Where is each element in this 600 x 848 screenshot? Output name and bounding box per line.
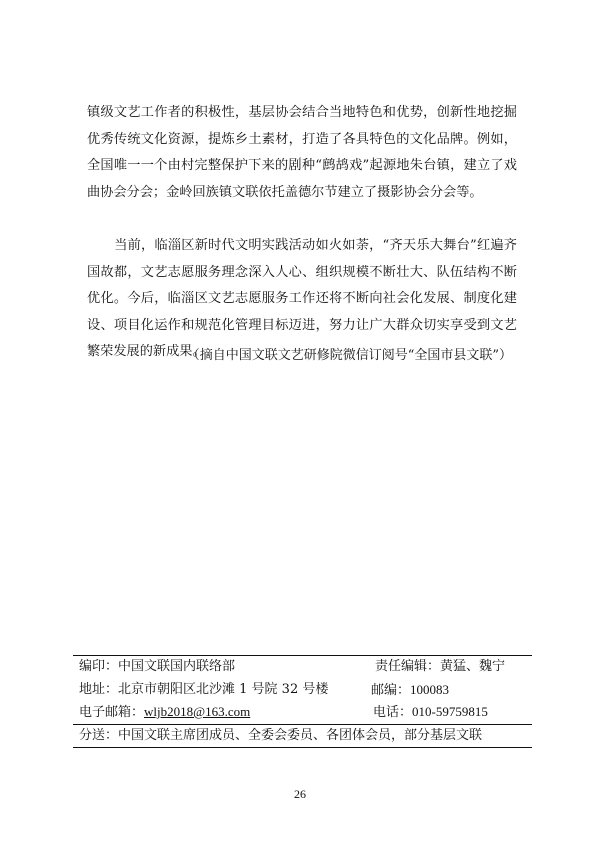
responsible-label: 责任编辑：	[375, 659, 441, 674]
footer-row-address	[73, 679, 532, 702]
footer-row-distribution	[73, 724, 532, 748]
publication-info-footer	[73, 655, 532, 748]
address-label: 地址：	[79, 681, 119, 697]
distribution-label: 分送：	[79, 727, 119, 743]
address-value: 北京市朝阳区北沙滩 1 号院 32 号楼	[118, 681, 329, 697]
editor-value: 中国文联国内联络部	[118, 659, 236, 674]
responsible-editor	[375, 656, 505, 679]
editor-label: 编印：	[79, 659, 119, 674]
phone	[373, 701, 488, 725]
phone-label: 电话：	[373, 705, 413, 720]
email-link[interactable]: wljb2018@163.com	[144, 704, 251, 719]
postcode	[371, 679, 449, 703]
distribution-value: 中国文联主席团成员、全委会委员、各团体会员，部分基层文联	[118, 727, 483, 743]
footer-row-contact	[73, 701, 532, 724]
postcode-value: 100083	[410, 681, 450, 697]
body-paragraph: 镇级文艺工作者的积极性，基层协会结合当地特色和优势，创新性地挖掘优秀传统文化资源，提炼乡土素材，打造了各具特色的文化品牌。例如，全国唯一一个由村完整保护下来的剧种“鹧鸪戏”起源地朱台镇，建立了戏曲协会分会；金岭回族镇文联依托盖德尔节建立了摄影协会分会等。	[87, 105, 517, 200]
postcode-label: 邮编：	[371, 682, 411, 698]
page-number: 26	[294, 787, 306, 801]
email-label: 电子邮箱：	[79, 705, 145, 720]
responsible-value: 黄猛、魏宁	[440, 659, 506, 674]
paragraph-text: 当前，临淄区新时代文明实践活动如火如荼，“齐天乐大舞台”红遍齐国故都，文艺志愿服务理念深入人心、组织规模不断壮大、队伍结构不断优化。今后，临淄区文艺志愿服务工作还将不断向社会化发展、制度化建设、项目化运作和规范化管理目标迈进，努力让广大群众切实享受到文艺繁荣发展的新成果。	[87, 238, 517, 360]
phone-value: 010-59759815	[412, 704, 488, 719]
footer-row-editor	[73, 656, 532, 679]
source-attribution: （摘自中国文联文艺研修院微信订阅号“全国市县文联”）	[186, 348, 512, 363]
